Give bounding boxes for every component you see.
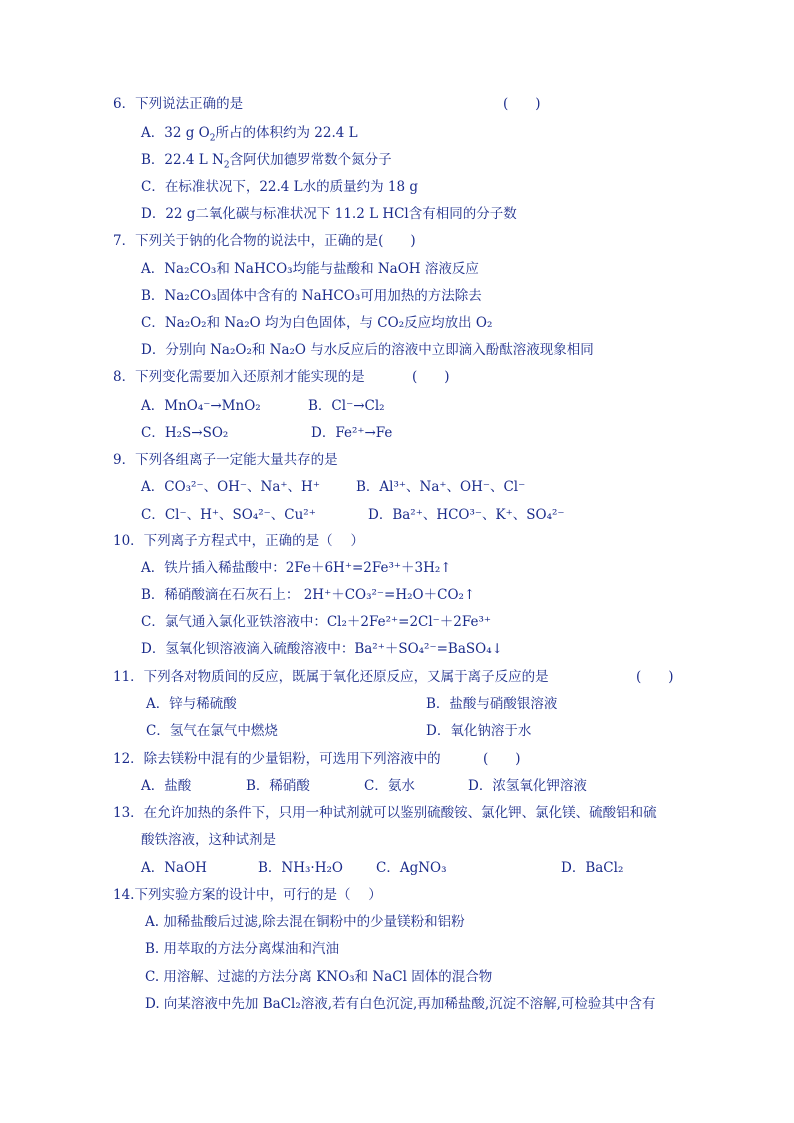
question-9-option-a: A．CO₃²⁻、OH⁻、Na⁺、H⁺	[141, 479, 320, 495]
question-10-option-d: D．氢氧化钡溶液滴入硫酸溶液中：Ba²⁺＋SO₄²⁻=BaSO₄↓	[141, 641, 503, 657]
question-6-option-d: D．22 g二氧化碳与标准状况下 11.2 L HCl含有相同的分子数	[141, 206, 517, 222]
question-7-option-b: B．Na₂CO₃固体中含有的 NaHCO₃可用加热的方法除去	[141, 288, 482, 304]
question-13-option-c: C．AgNO₃	[376, 860, 447, 876]
question-13-option-a: A．NaOH	[141, 860, 207, 876]
question-13-option-b: B．NH₃·H₂O	[258, 860, 343, 876]
question-14-option-b: B. 用萃取的方法分离煤油和汽油	[145, 941, 340, 957]
question-6-stem: 6．下列说法正确的是	[113, 96, 244, 112]
question-7-stem: 7．下列关于钠的化合物的说法中，正确的是( )	[113, 233, 416, 249]
question-14-stem: 14.下列实验方案的设计中，可行的是（ ）	[113, 887, 382, 903]
question-13-stem-line-1: 13．在允许加热的条件下，只用一种试剂就可以鉴别硫酸铵、氯化钾、氯化镁、硫酸铝和硫	[113, 805, 657, 821]
question-9-option-b: B．Al³⁺、Na⁺、OH⁻、Cl⁻	[356, 479, 526, 495]
question-13-option-d: D．BaCl₂	[561, 860, 624, 876]
question-10-option-c: C．氯气通入氯化亚铁溶液中：Cl₂＋2Fe²⁺=2Cl⁻＋2Fe³⁺	[141, 614, 492, 630]
question-8-option-a: A．MnO₄⁻→MnO₂	[141, 398, 261, 414]
question-6-option-c: C．在标准状况下，22.4 L水的质量约为 18 g	[141, 179, 419, 195]
question-11-option-b: B．盐酸与硝酸银溶液	[426, 696, 558, 712]
question-6-option-a: A．32 g $O_2$所占的体积约为 22.4 L	[141, 125, 358, 144]
question-8-answer-paren: ( )	[412, 369, 450, 385]
question-12-stem: 12．除去镁粉中混有的少量铝粉，可选用下列溶液中的	[113, 751, 441, 767]
question-12-option-a: A．盐酸	[141, 778, 192, 794]
question-12-option-b: B．稀硝酸	[246, 778, 310, 794]
question-14-option-d: D. 向某溶液中先加 BaCl₂溶液,若有白色沉淀,再加稀盐酸,沉淀不溶解,可检验其中含有	[145, 996, 656, 1012]
question-6-answer-paren: ( )	[503, 96, 541, 112]
question-11-answer-paren: ( )	[636, 669, 674, 685]
question-9-stem: 9．下列各组离子一定能大量共存的是	[113, 452, 338, 468]
question-6-option-b: B．22.4 L $N_2$含阿伏加德罗常数个氮分子	[141, 152, 392, 171]
question-11-stem: 11．下列各对物质间的反应，既属于氧化还原反应，又属于离子反应的是	[113, 669, 549, 685]
question-10-option-a: A．铁片插入稀盐酸中：2Fe＋6H⁺=2Fe³⁺＋3H₂↑	[141, 560, 452, 576]
question-14-option-a: A. 加稀盐酸后过滤,除去混在铜粉中的少量镁粉和铝粉	[145, 914, 465, 930]
question-7-option-d: D．分别向 Na₂O₂和 Na₂O 与水反应后的溶液中立即滴入酚酞溶液现象相同	[141, 342, 594, 358]
question-10-option-b: B．稀硝酸滴在石灰石上： 2H⁺＋CO₃²⁻=H₂O＋CO₂↑	[141, 587, 476, 603]
question-12-answer-paren: ( )	[483, 751, 521, 767]
question-13-stem-line-2: 酸铁溶液，这种试剂是	[141, 832, 276, 848]
question-8-option-d: D．Fe²⁺→Fe	[311, 425, 393, 441]
question-9-option-d: D．Ba²⁺、HCO³⁻、K⁺、SO₄²⁻	[368, 507, 565, 523]
question-7-option-a: A．Na₂CO₃和 NaHCO₃均能与盐酸和 NaOH 溶液反应	[141, 261, 479, 277]
question-10-stem: 10．下列离子方程式中，正确的是（ ）	[113, 533, 364, 549]
question-12-option-d: D．浓氢氧化钾溶液	[468, 778, 587, 794]
question-11-option-c: C．氢气在氯气中燃烧	[146, 723, 278, 739]
question-11-option-a: A．锌与稀硫酸	[146, 696, 237, 712]
question-12-option-c: C．氨水	[364, 778, 415, 794]
question-11-option-d: D．氧化钠溶于水	[426, 723, 532, 739]
question-7-option-c: C．Na₂O₂和 Na₂O 均为白色固体，与 CO₂反应均放出 O₂	[141, 315, 493, 331]
question-8-option-c: C．H₂S→SO₂	[141, 425, 229, 441]
question-9-option-c: C．Cl⁻、H⁺、SO₄²⁻、Cu²⁺	[141, 507, 316, 523]
question-8-option-b: B．Cl⁻→Cl₂	[308, 398, 385, 414]
question-14-option-c: C. 用溶解、过滤的方法分离 KNO₃和 NaCl 固体的混合物	[145, 969, 493, 985]
question-8-stem: 8．下列变化需要加入还原剂才能实现的是	[113, 369, 365, 385]
